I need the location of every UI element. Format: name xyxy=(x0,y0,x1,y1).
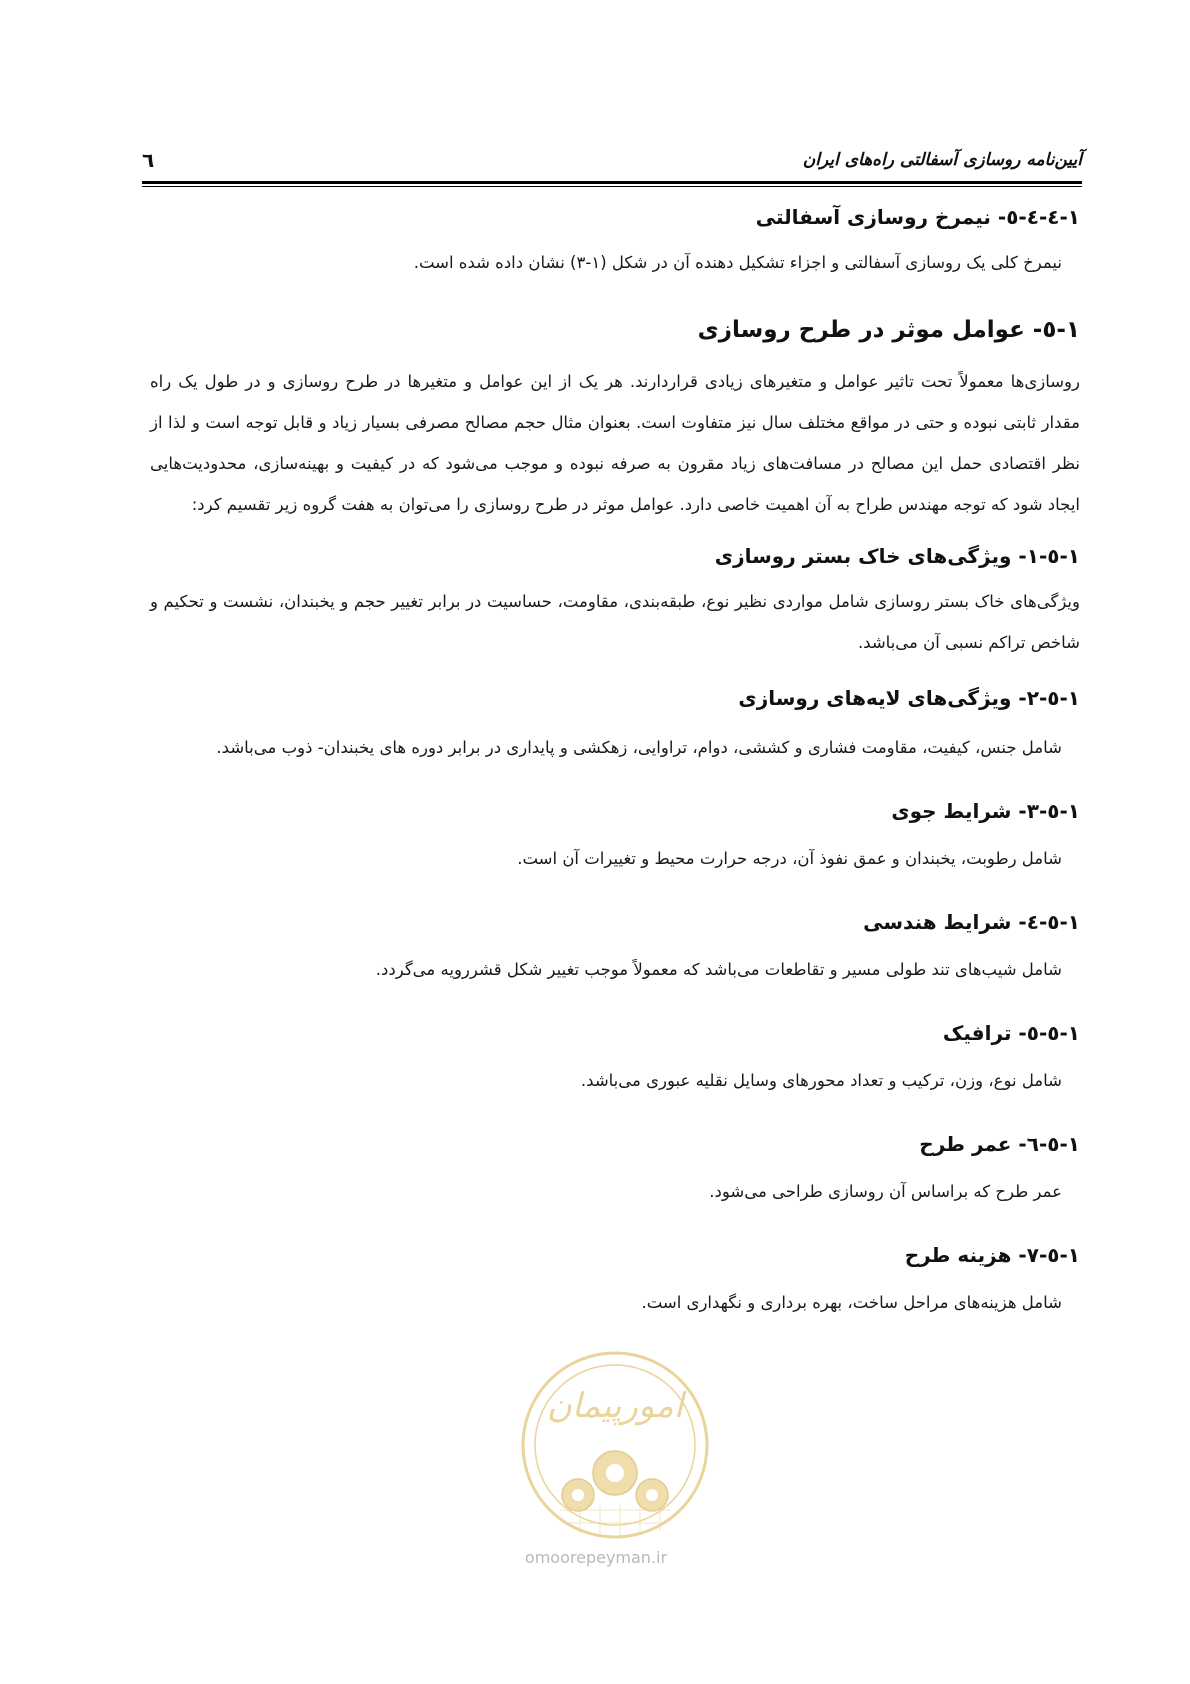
watermark-logo xyxy=(490,1345,740,1545)
section-subgrade-properties xyxy=(150,525,1080,663)
section-design-cost xyxy=(150,1212,1080,1323)
section-climate xyxy=(150,768,1080,879)
section-heading: ١-٥-١- ویژگی‌های خاک بستر روسازی xyxy=(714,544,1080,568)
section-design-life xyxy=(150,1101,1080,1212)
section-heading: ١-٥-٢- ویژگی‌های لایه‌های روسازی xyxy=(738,686,1080,710)
section-layer-properties xyxy=(150,663,1080,768)
section-design-factors xyxy=(150,283,1080,525)
section-heading: ١-٥-٤- شرایط هندسی xyxy=(863,910,1080,934)
section-heading: ١-٥-٦- عمر طرح xyxy=(919,1132,1080,1156)
section-paragraph: شامل جنس، کیفیت، مقاومت فشاری و کششی، دوام، تراوایی، زهکشی و پایداری در برابر دوره های یخبندان- ذوب می‌باشد. xyxy=(216,738,1062,757)
page-number: ٦ xyxy=(142,148,155,172)
section-paragraph: شامل رطوبت، یخبندان و عمق نفوذ آن، درجه حرارت محیط و تغییرات آن است. xyxy=(517,849,1062,868)
watermark-site: omoorepeyman.ir xyxy=(524,1548,668,1567)
section-heading: ١-٤-٤-٥- نیمرخ روسازی آسفالتی xyxy=(755,205,1080,229)
watermark-logo-text: امورپیمان xyxy=(546,1386,684,1426)
running-header xyxy=(142,150,1082,182)
section-heading: ١-٥-٣- شرایط جوی xyxy=(891,799,1080,823)
section-paragraph: شامل شیب‌های تند طولی مسیر و تقاطعات می‌باشد که معمولاً موجب تغییر شکل قشررویه می‌گردد. xyxy=(375,960,1062,979)
section-traffic xyxy=(150,990,1080,1101)
section-heading: ١-٥-٥- ترافیک xyxy=(942,1021,1080,1045)
section-paragraph: عمر طرح که براساس آن روسازی طراحی می‌شود. xyxy=(709,1182,1062,1201)
section-geometry xyxy=(150,879,1080,990)
section-paragraph: شامل نوع، وزن، ترکیب و تعداد محورهای وسایل نقلیه عبوری می‌باشد. xyxy=(580,1071,1062,1090)
section-paragraph: شامل هزینه‌های مراحل ساخت، بهره برداری و نگهداری است. xyxy=(641,1293,1062,1312)
section-heading: ١-٥-٧- هزینه طرح xyxy=(904,1243,1080,1267)
chapter-heading: ١-٥- عوامل موثر در طرح روسازی xyxy=(697,317,1080,343)
section-paragraph: ویژگی‌های خاک بستر روسازی شامل مواردی نظیر نوع، طبقه‌بندی، مقاومت، حساسیت در برابر تغییر حجم و یخبندان، نشست و تحکیم و شاخص تراکم نسبی آن می‌باشد. xyxy=(150,592,1080,652)
section-paragraph: نیمرخ کلی یک روسازی آسفالتی و اجزاء تشکیل دهنده آن در شکل (١-٣) نشان داده شده است. xyxy=(413,253,1062,272)
header-rule-thick xyxy=(142,181,1082,184)
page-content xyxy=(150,186,1080,1323)
header-title: آیین‌نامه روسازی آسفالتی راه‌های ایران xyxy=(802,150,1082,170)
section-pavement-profile xyxy=(150,186,1080,283)
section-paragraph: روسازی‌ها معمولاً تحت تاثیر عوامل و متغیرهای زیادی قراردارند. هر یک از این عوامل و متغیرها در طرح روسازی و در طول یک راه مقدار ثابتی نبوده و حتی در مواقع مختلف سال نیز متفاوت است. بعنوان مثال حجم مصالح مصرفی بسیار زیاد و قابل توجه است و لذا از نظر اقتصادی حمل این مصالح در مسافت‌های زیاد مقرون به صرفه نبوده و موجب می‌شود که در کیفیت و بهینه‌سازی، محدودیت‌هایی ایجاد شود که توجه مهندس طراح به آن اهمیت خاصی دارد. عوامل موثر در طرح روسازی را می‌توان به هفت گروه زیر تقسیم کرد: xyxy=(150,372,1080,514)
